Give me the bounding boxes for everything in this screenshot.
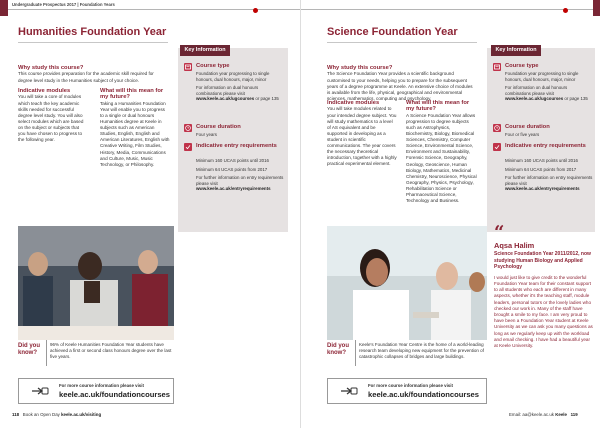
did-you-know-divider [46,340,47,366]
header-strip [301,0,600,10]
page-title: Humanities Foundation Year [18,26,167,38]
course-type-icon [493,63,501,71]
students-lecture-photo [18,226,174,340]
entry-heading: Indicative entry requirements [196,143,277,149]
page-number: 119 [570,412,578,417]
future-text: A Science Foundation Year allows progression to degree subjects such as Astrophysics, Biochemistry, Biology, Biomedical Sciences, Chemistry, Computer Science, Environmental Science, Environment and Sustainability, Forensic Science, Geography, Geology, Geoscience, Human Biology, Mathematics, Medicinal Chemistry, Neuroscience, Physical Geography, Physics, Psychology, Rehabilitation Science or Pharmaceutical Science, Technology and Business. [406,112,477,204]
entry-link[interactable]: www.keele.ac.uk/entryrequirements [505,186,580,192]
pin-icon [563,8,568,13]
pin-icon [253,8,258,13]
right-page [300,0,600,428]
entry-icon [184,143,192,151]
quote-mark-icon: “ [494,222,505,243]
corner-tab [0,0,8,16]
duration-text: Four years [196,132,217,137]
page-number: 118 [12,412,20,417]
running-header: Undergraduate Prospectus 2017 | Foundation Years [12,2,115,7]
ugcourses-link[interactable]: www.keele.ac.uk/ugcourses [196,96,255,102]
entry-heading: Indicative entry requirements [505,143,586,149]
footer-text: Book an Open Day [22,412,60,417]
key-info-tab: Key Information [180,45,230,56]
course-type-text: Foundation year progressing to single honours, dual honours, major, minor [196,71,270,82]
student-quote [494,222,594,349]
page-ref: or page 135 [255,96,279,102]
entry-text-1: Minimum 160 UCAS points until 2016 [196,158,269,163]
modules-section [327,100,397,167]
course-type-more: For information on dual honours combinations please visit [505,85,568,96]
foundation-courses-link[interactable]: keele.ac.uk/foundationcourses [59,390,170,399]
why-study-section [327,65,477,102]
course-type-heading: Course type [505,63,539,69]
clock-icon [493,124,501,132]
modules-text: You will take modules related to your intended degree subject. You will study mathematics to a level of AS equivalent and be supported in developing as a student in scientific communications. The year covers the necessary theoretical introduction, together with a highly practical experimental element. [327,106,397,167]
more-info-box [18,378,174,404]
why-study-section [18,65,168,84]
duration-heading: Course duration [505,124,550,130]
student-smiling-photo [327,226,487,340]
future-section [406,100,478,204]
pointing-hand-icon [340,384,358,398]
course-type-heading: Course type [196,63,230,69]
more-info-label: For more course information please visit [59,383,144,388]
future-heading: What will this mean for my future? [406,100,470,113]
course-type-more: For information on dual honours combinations please visit [196,85,259,96]
quote-name: Aqsa Halim [494,241,535,250]
pointing-hand-icon [31,384,49,398]
did-you-know-text: Keele's Foundation Year Centre is the home of a world-leading research team developing new equipment for the prevention of catastrophic collapses of bridges and large buildings. [359,342,484,359]
footer-email[interactable]: Email: aa@keele.ac.uk [509,412,554,417]
title-divider [18,42,168,43]
footer-brand: Keele [555,412,567,417]
modules-heading: Indicative modules [327,100,380,106]
page-title: Science Foundation Year [327,26,458,38]
future-heading: What will this mean for my future? [100,88,164,101]
why-study-heading: Why study this course? [18,65,84,71]
did-you-know-text: 96% of Keele Humanities Foundation Year students have achieved a first or second class honours degree over the last five years. [50,342,172,359]
future-text: Taking a Humanities Foundation Year will enable you to progress to a single or dual honours Humanities degree at Keele in subjects such as American Studies, English, English and American Literatures, English with Creative Writing, Film Studies, History, Media, Communications and Culture, Music, Music Technology, or Philosophy. [100,100,170,167]
course-type-text: Foundation year progressing to single honours, dual honours, major, minor [505,71,579,82]
quote-text: I would just like to give credit to the wonderful Foundation Year team for their constant support to all students who each are different in many aspects, whether it's the teaching staff, module leaders, personal tutors or the lovely ladies who checked our work in. Many of the staff have brought a smile to my face. I am very proud to have been a Foundation Year student at Keele University as we can ask you many questions as long as we regularly keep up with the workload and email checking. I have had a beautiful year at Keele University. [494,274,593,349]
why-study-text: The Science Foundation Year provides a scientific background customised to your needs, helping you to prepare for the subsequent years of a degree programme at Keele. An extensive choice of modules is available from the life, physical, geographical and environmental sciences, mathematics, computing and psychology. [327,71,473,101]
entry-text-2: Minimum 64 UCAS points from 2017 [505,166,577,172]
entry-text-2: Minimum 64 UCAS points from 2017 [196,166,268,172]
duration-heading: Course duration [196,124,241,130]
footer [12,412,101,417]
ugcourses-link[interactable]: www.keele.ac.uk/ugcourses [505,96,564,102]
visiting-link[interactable]: keele.ac.uk/visiting [61,412,102,417]
did-you-know-label: Did you know? [18,343,40,356]
modules-heading: Indicative modules [18,88,71,94]
course-type-icon [184,63,192,71]
foundation-courses-link[interactable]: keele.ac.uk/foundationcourses [368,390,479,399]
modules-section [18,88,86,143]
footer [509,412,578,417]
did-you-know-label: Did you know? [327,343,349,356]
did-you-know-divider [355,340,356,366]
entry-icon [493,143,501,151]
duration-text: Four or five years [505,132,540,137]
page-ref: or page 135 [564,96,588,102]
more-info-box [327,378,487,404]
future-section [100,88,170,168]
entry-text-1: Minimum 160 UCAS points until 2016 [505,158,578,163]
entry-link[interactable]: www.keele.ac.uk/entryrequirements [196,186,271,192]
why-study-heading: Why study this course? [327,65,393,71]
entry-more: For further information on entry requirements please visit [505,175,593,186]
key-info-tab: Key Information [491,45,541,56]
corner-tab [593,0,600,16]
more-info-label: For more course information please visit [368,383,453,388]
modules-text: You will take a core of modules which teach the key academic skills needed for successful degree level study. You will also select modules which are based on the subject or subjects that you have chosen to progress to the following year. [18,94,84,143]
why-study-text: This course provides preparation for the academic skill required for degree level study in the Humanities subject of your choice. [18,71,154,83]
title-divider [327,42,477,43]
clock-icon [184,124,192,132]
quote-role: Science Foundation Year 2011/2012, now studying Human Biology and Applied Psychology [494,251,591,271]
entry-more: For further information on entry requirements please visit [196,175,284,186]
